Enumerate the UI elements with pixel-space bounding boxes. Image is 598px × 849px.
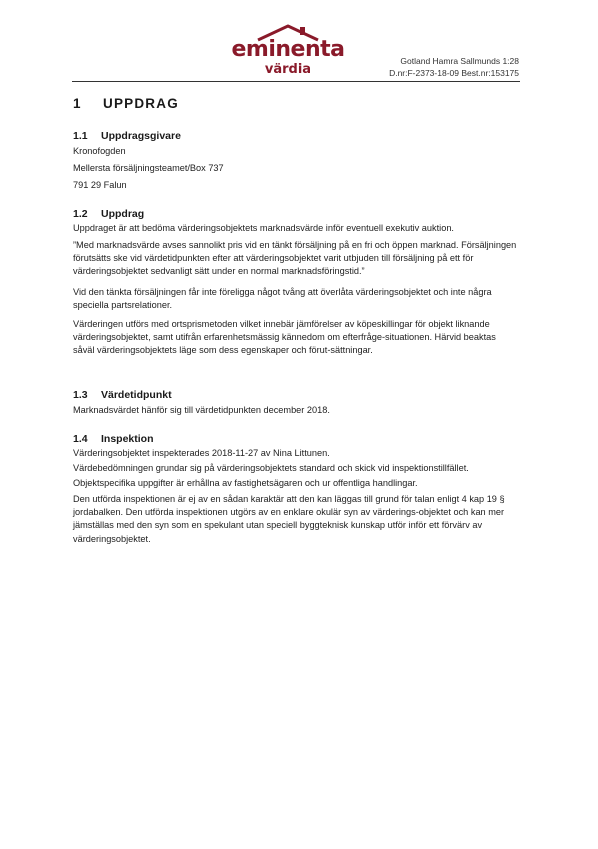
chapter-number: 1 <box>73 96 82 111</box>
paragraph: Marknadsvärdet hänför sig till värdetidpunkten december 2018. <box>73 405 330 415</box>
client-department: Mellersta försäljningsteamet/Box 737 <box>73 163 224 173</box>
paragraph: Värdebedömningen grundar sig på värderingsobjektets standard och skick vid inspektionstillfället. <box>73 463 469 473</box>
paragraph: Objektspecifika uppgifter är erhållna av fastighetsägaren och ur offentliga handlingar. <box>73 478 418 488</box>
document-reference <box>389 55 519 79</box>
section-title: Inspektion <box>101 433 154 445</box>
section-heading <box>73 433 154 445</box>
header-divider <box>72 81 520 82</box>
section-heading <box>73 130 181 142</box>
section-title: Uppdragsgivare <box>101 130 181 142</box>
client-name: Kronofogden <box>73 146 126 156</box>
reference-numbers: D.nr:F-2373-18-09 Best.nr:153175 <box>389 68 519 78</box>
client-postal: 791 29 Falun <box>73 180 127 190</box>
paragraph: Uppdraget är att bedöma värderingsobjektets marknadsvärde inför eventuell exekutiv auktion. <box>73 223 454 233</box>
property-designation: Gotland Hamra Sallmunds 1:28 <box>400 56 519 66</box>
chapter-heading <box>73 96 179 111</box>
section-heading <box>73 208 144 220</box>
logo-wordmark: eminenta <box>231 37 345 62</box>
section-number: 1.2 <box>73 208 88 220</box>
paragraph: Vid den tänkta försäljningen får inte föreligga något tvång att överlåta värderingsobjektet och inte några speciella partsrelationer. <box>73 287 492 311</box>
logo-subtitle: värdia <box>264 62 312 77</box>
section-heading <box>73 389 172 401</box>
section-number: 1.3 <box>73 389 88 401</box>
paragraph: Den utförda inspektionen är ej av en sådan karaktär att den kan läggas till grund för talan enligt 4 kap 19 § jordabalken. Den utförda inspektionen utgörs av en enklare okulär syn av värderings-objektet och kan mer jämställas med den syn som en spekulant utan speciell byggteknisk kunskap utför inför ett förvärv av värderingsobjektet. <box>73 494 505 544</box>
section-title: Uppdrag <box>101 208 145 220</box>
section-title: Värdetidpunkt <box>101 389 172 401</box>
section-number: 1.1 <box>73 130 88 142</box>
company-logo <box>228 24 348 80</box>
paragraph: Värderingen utförs med ortsprismetoden vilket innebär jämförelser av köpeskillingar för objekt liknande värderingsobjektet, samt utifrån erfarenhetsmässig kännedom om efterfråge-situationen. Härvid beaktas såväl värderingsobjektets läge som dess egenskaper och förut-sättningar. <box>73 319 496 356</box>
paragraph: Värderingsobjektet inspekterades 2018-11-27 av Nina Littunen. <box>73 448 330 458</box>
paragraph-quote: ”Med marknadsvärde avses sannolikt pris vid en tänkt försäljning på en fri och öppen marknad. Försäljningen förutsätts ske vid värdetidpunkten efter att värderingsobjektet varit utbjuden till försäljning på ett för värderingsobjektet sedvanligt sätt under en normal marknadsföringstid.” <box>73 240 517 277</box>
chapter-title: UPPDRAG <box>103 96 179 111</box>
section-number: 1.4 <box>73 433 88 445</box>
